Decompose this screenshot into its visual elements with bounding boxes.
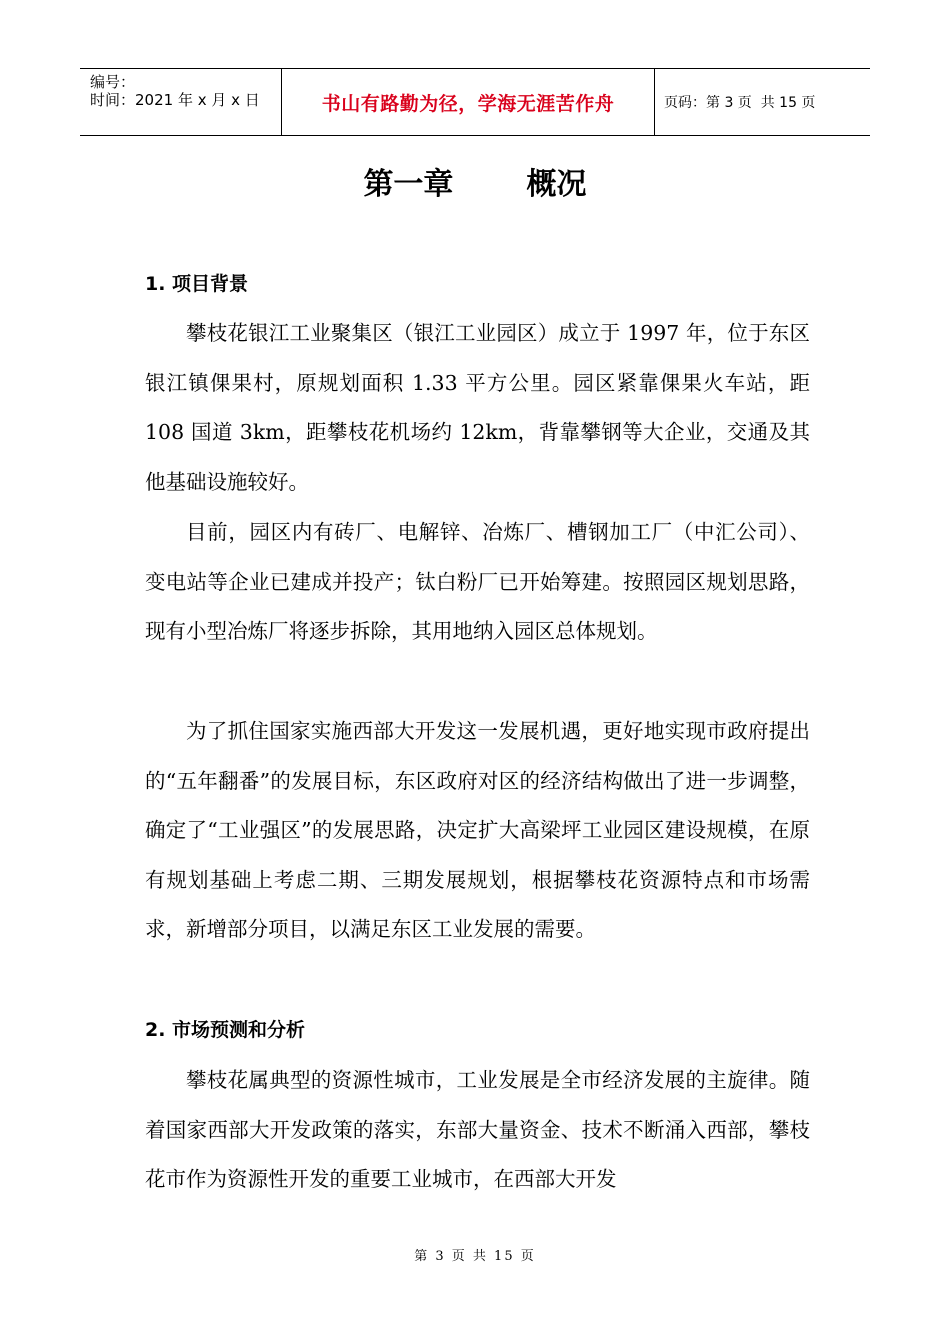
- number-label: 编号：: [90, 73, 136, 91]
- body-paragraph: 目前，园区内有砖厂、电解锌、冶炼厂、槽钢加工厂（中汇公司）、变电站等企业已建成并投产；钛白粉厂已开始筹建。按照园区规划思路，现有小型冶炼厂将逐步拆除，其用地纳入园区总体规划。: [145, 520, 810, 643]
- section-heading: 1. 项目背景: [145, 273, 249, 295]
- section-heading: 2. 市场预测和分析: [145, 1019, 306, 1041]
- header-motto: 书山有路勤为径，学海无涯苦作舟: [321, 92, 615, 115]
- page-footer: 第 3 页 共 15 页: [414, 1249, 536, 1264]
- header-meta: [90, 73, 280, 109]
- document-header: [80, 68, 870, 136]
- body-paragraph: 攀枝花属典型的资源性城市，工业发展是全市经济发展的主旋律。随着国家西部大开发政策的落实，东部大量资金、技术不断涌入西部，攀枝花市作为资源性开发的重要工业城市，在西部大开发: [145, 1068, 810, 1191]
- body-paragraph: 攀枝花银江工业聚集区（银江工业园区）成立于 1997 年，位于东区银江镇倮果村，原规划面积 1.33 平方公里。园区紧靠倮果火车站，距 108 国道 3km，距攀枝花机场约 12km，背靠攀钢等大企业，交通及其他基础设施较好。: [145, 321, 810, 494]
- body-paragraph: 为了抓住国家实施西部大开发这一发展机遇，更好地实现市政府提出的“五年翻番”的发展目标，东区政府对区的经济结构做出了进一步调整，确定了“工业强区”的发展思路，决定扩大高梁坪工业园区建设规模，在原有规划基础上考虑二期、三期发展规划，根据攀枝花资源特点和市场需求，新增部分项目，以满足东区工业发展的需要。: [145, 719, 810, 941]
- header-divider: [654, 69, 655, 135]
- time-label: 时间：2021 年 x 月 x 日: [90, 91, 260, 109]
- chapter-title: 第一章 概况: [363, 167, 587, 202]
- header-page-info: 页码：第 3 页 共 15 页: [664, 95, 816, 111]
